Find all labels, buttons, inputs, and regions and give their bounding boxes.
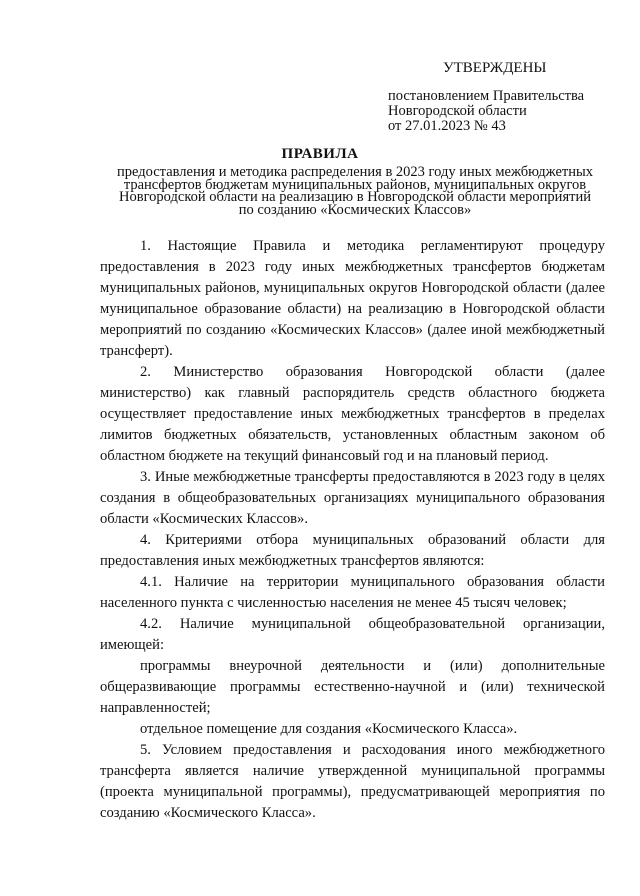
paragraph-4-1: 4.1. Наличие на территории муниципального образования области населенного пункта с численностью населения не менее 45 тысяч человек; bbox=[100, 574, 605, 611]
paragraph-4-2: 4.2. Наличие муниципальной общеобразовательной организации, имеющей: bbox=[100, 616, 605, 653]
paragraph-5: 5. Условием предоставления и расходования иного межбюджетного трансферта является наличие утвержденной муниципальной программы (проекта муниципальной программы), предусматривающей мероприятия по созданию «Космического Класса». bbox=[100, 742, 605, 821]
document-subtitle bbox=[100, 166, 610, 216]
paragraph-3: 3. Иные межбюджетные трансферты предоставляются в 2023 году в целях создания в общеобразовательных организациях муниципального образования области «Космических Классов». bbox=[100, 469, 605, 527]
approval-block bbox=[388, 61, 628, 134]
paragraph-4: 4. Критериями отбора муниципальных образований области для предоставления иных межбюджетных трансфертов являются: bbox=[100, 532, 605, 569]
approved-heading: УТВЕРЖДЕНЫ bbox=[443, 60, 547, 76]
subtitle-line: предоставления и методика распределения в 2023 году иных межбюджетных bbox=[117, 164, 593, 180]
document-title: ПРАВИЛА bbox=[281, 146, 359, 162]
paragraph-room: отдельное помещение для создания «Космического Класса». bbox=[140, 721, 518, 737]
subtitle-line: трансфертов бюджетам муниципальных районов, муниципальных округов bbox=[123, 176, 587, 193]
paragraph-programs: программы внеурочной деятельности и (или) дополнительные общеразвивающие программы естественно-научной и (или) технической направленностей; bbox=[100, 658, 605, 716]
approval-date-line: от 27.01.2023 № 43 bbox=[388, 118, 506, 134]
paragraph-2: 2. Министерство образования Новгородской области (далее министерство) как главный распорядитель средств областного бюджета осуществляет предоставление иных межбюджетных трансфертов в пределах лимитов бюджетных обязательств, установленных областным законом об областном бюджете на текущий финансовый год и на плановый период. bbox=[100, 364, 605, 464]
document-body bbox=[100, 236, 605, 824]
paragraph-1: 1. Настоящие Правила и методика регламентируют процедуру предоставления в 2023 году иных межбюджетных трансфертов бюджетам муниципальных районов, муниципальных округов Новгородской области (далее муниципальное образование области) на реализацию в Новгородской области мероприятий по созданию «Космических Классов» (далее иной межбюджетный трансферт). bbox=[100, 238, 605, 359]
approval-line: постановлением Правительства bbox=[388, 88, 585, 104]
approval-line: Новгородской области bbox=[388, 103, 527, 119]
subtitle-line: по созданию «Космических Классов» bbox=[238, 201, 472, 218]
subtitle-line: Новгородской области на реализацию в Новгородской области мероприятий bbox=[119, 189, 591, 205]
